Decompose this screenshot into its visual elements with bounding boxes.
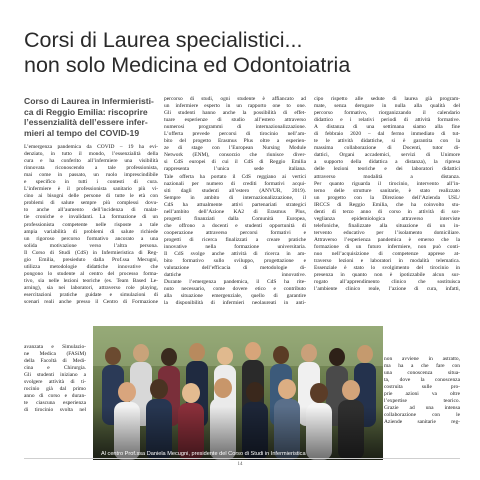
text-line: formazione di un futuro infermiere, non può conti- bbox=[314, 243, 460, 250]
text-line: svolgere attività di ti- bbox=[24, 379, 86, 386]
text-line: ze di stage con l’European Nursing Module bbox=[164, 145, 306, 152]
text-line: A distanza di una settimana siamo alla fine bbox=[314, 124, 460, 131]
body-column-3-continued bbox=[384, 356, 460, 426]
text-line: ne Medica (FASiM) bbox=[24, 351, 86, 358]
text-line: innovative nella formazione universitaria. bbox=[164, 243, 306, 250]
text-line: Il Corso di Studi (CdS) in Infermieristica di Reg- bbox=[24, 249, 158, 256]
text-line: costruita sulle pro- bbox=[384, 384, 460, 391]
text-line: veglianza epidemiologica attraverso interviste bbox=[314, 215, 460, 222]
text-line: nuto necessario, come dovere etico e contributo bbox=[164, 286, 306, 293]
text-line: bito formativo sullo sviluppo, progettazione e bbox=[164, 258, 306, 265]
body-column-1 bbox=[24, 144, 158, 306]
text-line: esercitazioni pratiche guidate e simulazioni di bbox=[24, 291, 158, 298]
text-line: attraverso modalità a distanza. bbox=[314, 173, 460, 180]
text-line: dattiche innovative. bbox=[164, 272, 306, 279]
text-line: di tirocinio svolta nel bbox=[24, 407, 86, 414]
text-line: CdS ha attualmente attivi partenariati strategici bbox=[164, 201, 306, 208]
article-title bbox=[24, 28, 464, 78]
text-line: valutazione dell’efficacia di metodologie di- bbox=[164, 265, 306, 272]
text-line: percorso formativo, riorganizzando il calendario bbox=[314, 110, 460, 117]
text-line: problemi di salute sempre più complessi dovu- bbox=[24, 200, 158, 207]
text-line: solida motivazione verso l’altra persona. bbox=[24, 242, 158, 249]
text-line: Sempre in ambito di internazionalizzazione, il bbox=[164, 194, 306, 201]
text-line: cino ai bisogni delle persone di tutte le età con bbox=[24, 193, 158, 200]
text-line: didattico e i relativi periodi di attività formative. bbox=[314, 117, 460, 124]
article-title-line: non solo Medicina ed Odontoiatria bbox=[24, 53, 351, 77]
text-line: te le attività didattiche, si è garantita con la bbox=[314, 138, 460, 145]
footer-divider bbox=[24, 458, 460, 459]
article-subtitle-line: l’essenzialità dell’essere infer- bbox=[24, 117, 148, 128]
text-line: Il CdS svolge anche attività di ricerca in am- bbox=[164, 251, 306, 258]
text-line: Grazie ad una intensa bbox=[384, 405, 460, 412]
text-line: collaborazione con le bbox=[384, 412, 460, 419]
text-line: l’expertise teorico. bbox=[384, 398, 460, 405]
text-line: una conoscenza situa- bbox=[384, 370, 460, 377]
text-line: dattici, Organi accademici, servizi di Unimore bbox=[314, 152, 460, 159]
text-line: denti di terzo anno di corso in attività di sor- bbox=[314, 208, 460, 215]
text-line: cipo rispetto alle sedute di laurea già program- bbox=[314, 96, 460, 102]
text-line: L’emergenza pandemica da COVID – 19 ha evi- bbox=[24, 144, 158, 150]
text-line: Attraverso l’esperienza pandemica è emerso che la bbox=[314, 236, 460, 243]
body-column-3 bbox=[314, 96, 460, 293]
text-line: nazionali per numero di crediti formativi acqui- bbox=[164, 180, 306, 187]
article-subtitle-line: Corso di Laurea in Infermieristi- bbox=[24, 96, 154, 106]
group-photo-image bbox=[93, 326, 383, 460]
text-line: cura e ha conferito all’infermiere una visibilità bbox=[24, 158, 158, 165]
text-line: traverso lezioni e laboratori in modalità telematica. bbox=[314, 258, 460, 265]
text-line: Per quanto riguarda il tirocinio, intervento all’in- bbox=[314, 180, 460, 187]
text-line: cooperazione attraverso percorsi formativi e bbox=[164, 229, 306, 236]
body-column-2 bbox=[164, 96, 306, 307]
text-line: Durante l’emergenza pandemica, il CdS ha rite- bbox=[164, 279, 306, 286]
text-line: rappresenta l’unica sede italiana. bbox=[164, 166, 306, 173]
text-line: anno di corso e duran- bbox=[24, 393, 86, 400]
text-line: un infermiere esperto in un rapporto one to one. bbox=[164, 103, 306, 110]
text-line: Essenziale è stato lo svolgimento del tirocinio in bbox=[314, 265, 460, 272]
text-line: utilizza metodologie didattiche innovative che bbox=[24, 263, 158, 270]
text-line: nell’ambito dell’Azione KA2 di Erasmus Plus, bbox=[164, 208, 306, 215]
article-title-line: Corsi di Laurea specialistici... bbox=[24, 28, 303, 52]
text-line: prie azioni va oltre bbox=[384, 391, 460, 398]
text-line: professionista competente nelle risposte a tale bbox=[24, 221, 158, 228]
text-line: IRCCS di Reggio Emilia, che ha coinvolto stu- bbox=[314, 201, 460, 208]
text-line: to anche all’aumento dell’incidenza di malat- bbox=[24, 207, 158, 214]
text-line: della Facoltà di Medi- bbox=[24, 358, 86, 365]
text-line: ma ha a che fare con bbox=[384, 363, 460, 370]
text-line: siti dagli studenti all’estero (ANVUR, 2019). bbox=[164, 187, 306, 194]
text-line: Gli studenti iniziano a bbox=[24, 372, 86, 379]
body-column-1-continued bbox=[24, 344, 86, 414]
text-line: cina e Chirurgia. bbox=[24, 365, 86, 372]
text-line: denziato, in tutto il mondo, l’essenzialità della bbox=[24, 151, 158, 158]
text-line: arning), sia nei laboratori, attraverso role playing, bbox=[24, 284, 158, 291]
text-line: progetti finanziati dalla Comunità Europea, bbox=[164, 215, 306, 222]
text-line: Aziende sanitarie reg- bbox=[384, 419, 460, 426]
photo-caption: Al centro Prof.ssa Daniela Mecugni, presidente del Corso di Studi in Infermieristica bbox=[101, 451, 306, 457]
article-subtitle bbox=[24, 96, 160, 138]
text-line: Gli studenti hanno anche la possibilità di effet- bbox=[164, 110, 306, 117]
text-line: rogato all’apprendimento clinico che sostituisca bbox=[314, 279, 460, 286]
text-line: rocinio già dal primo bbox=[24, 386, 86, 393]
article-subtitle-line: mieri al tempo del COVID-19 bbox=[24, 127, 140, 138]
text-line: scenari reali anche presso il Centro di Formazione bbox=[24, 299, 158, 306]
page-number: 14 bbox=[237, 462, 243, 467]
text-line: a supporto della didattica a distanza), la ripresa bbox=[314, 159, 460, 166]
group-photo bbox=[93, 326, 383, 460]
text-line: mai come in passato, un ruolo imprescindibile bbox=[24, 172, 158, 179]
text-line: ampia variabilità di problemi di salute richiede bbox=[24, 228, 158, 235]
text-line: pongono lo studente al centro del processo forma- bbox=[24, 270, 158, 277]
text-line: avanzata e Simulazio- bbox=[24, 344, 86, 350]
text-line: la disponibilità di infermieri neolaureati in anti- bbox=[164, 300, 306, 307]
text-line: progetti di ricerca finalizzati a creare pratiche bbox=[164, 236, 306, 243]
text-line: Network (ENM), consorzio che riunisce diver- bbox=[164, 152, 306, 159]
text-line: Tale offerta ha portato il CdS reggiano ai vertici bbox=[164, 173, 306, 180]
text-line: mate, senza derogare in nulla alla qualità del bbox=[314, 103, 460, 110]
text-line: ta, dove la conoscenza bbox=[384, 377, 460, 384]
text-line: tie croniche e invalidanti. La formazione di un bbox=[24, 214, 158, 221]
text-line: che offrono a docenti e studenti opportunità di bbox=[164, 222, 306, 229]
text-line: e specifico in tutti i contesti di cura. bbox=[24, 179, 158, 186]
text-line: gio Emilia, presieduto dalla Prof.ssa Mecugni, bbox=[24, 256, 158, 263]
text-line: terno delle strutture sanitarie, è stato realizzato bbox=[314, 187, 460, 194]
text-line: tuare esperienze di studio all’estero attraverso bbox=[164, 117, 306, 124]
text-line: massima collaborazione di Docenti, tutor di- bbox=[314, 145, 460, 152]
text-line: non avviene in astratto, bbox=[384, 356, 460, 362]
text-line: tervento educativo per l’isolamento domiciliare. bbox=[314, 229, 460, 236]
text-line: l’ambiente clinico reale, l’azione di cura, infatti, bbox=[314, 286, 460, 293]
text-line: numerosi programmi di internazionalizzazione. bbox=[164, 124, 306, 131]
text-line: un progetto con la Direzione dell’Azienda USL/ bbox=[314, 194, 460, 201]
article-subtitle-line: ca di Reggio Emilia: riscoprire bbox=[24, 106, 148, 117]
text-line: telefoniche, finalizzate alla situazione di un in- bbox=[314, 222, 460, 229]
text-line: si CdS europei di cui il CdS di Reggio Emilia bbox=[164, 159, 306, 166]
text-line: presenza in quanto non è ipotizzabile alcun sur- bbox=[314, 272, 460, 279]
text-line: delle lezioni teoriche e dei laboratori didattici bbox=[314, 166, 460, 173]
text-line: L’offerta prevede percorsi di tirocinio nell’am- bbox=[164, 131, 306, 138]
text-line: te ciascuna esperienza bbox=[24, 400, 86, 407]
text-line: di febbraio 2020 – dal fermo immediato di tut- bbox=[314, 131, 460, 138]
text-line: alla situazione emergenziale, quello di garantire bbox=[164, 293, 306, 300]
text-line: un rigoroso percorso formativo ancorato a una bbox=[24, 235, 158, 242]
text-line: tivo, sia nelle lezioni teoriche (es. Team Based Le- bbox=[24, 277, 158, 284]
text-line: nuo nell’acquisizione di competenze apprese at- bbox=[314, 251, 460, 258]
text-line: L’infermiere è il professionista sanitario più vi- bbox=[24, 186, 158, 193]
text-line: bito del progetto Erasmus Plus oltre a esperien- bbox=[164, 138, 306, 145]
text-line: rinnovata riconoscendo a tale professionista, bbox=[24, 165, 158, 172]
text-line: percorso di studi, ogni studente è affiancato ad bbox=[164, 96, 306, 102]
